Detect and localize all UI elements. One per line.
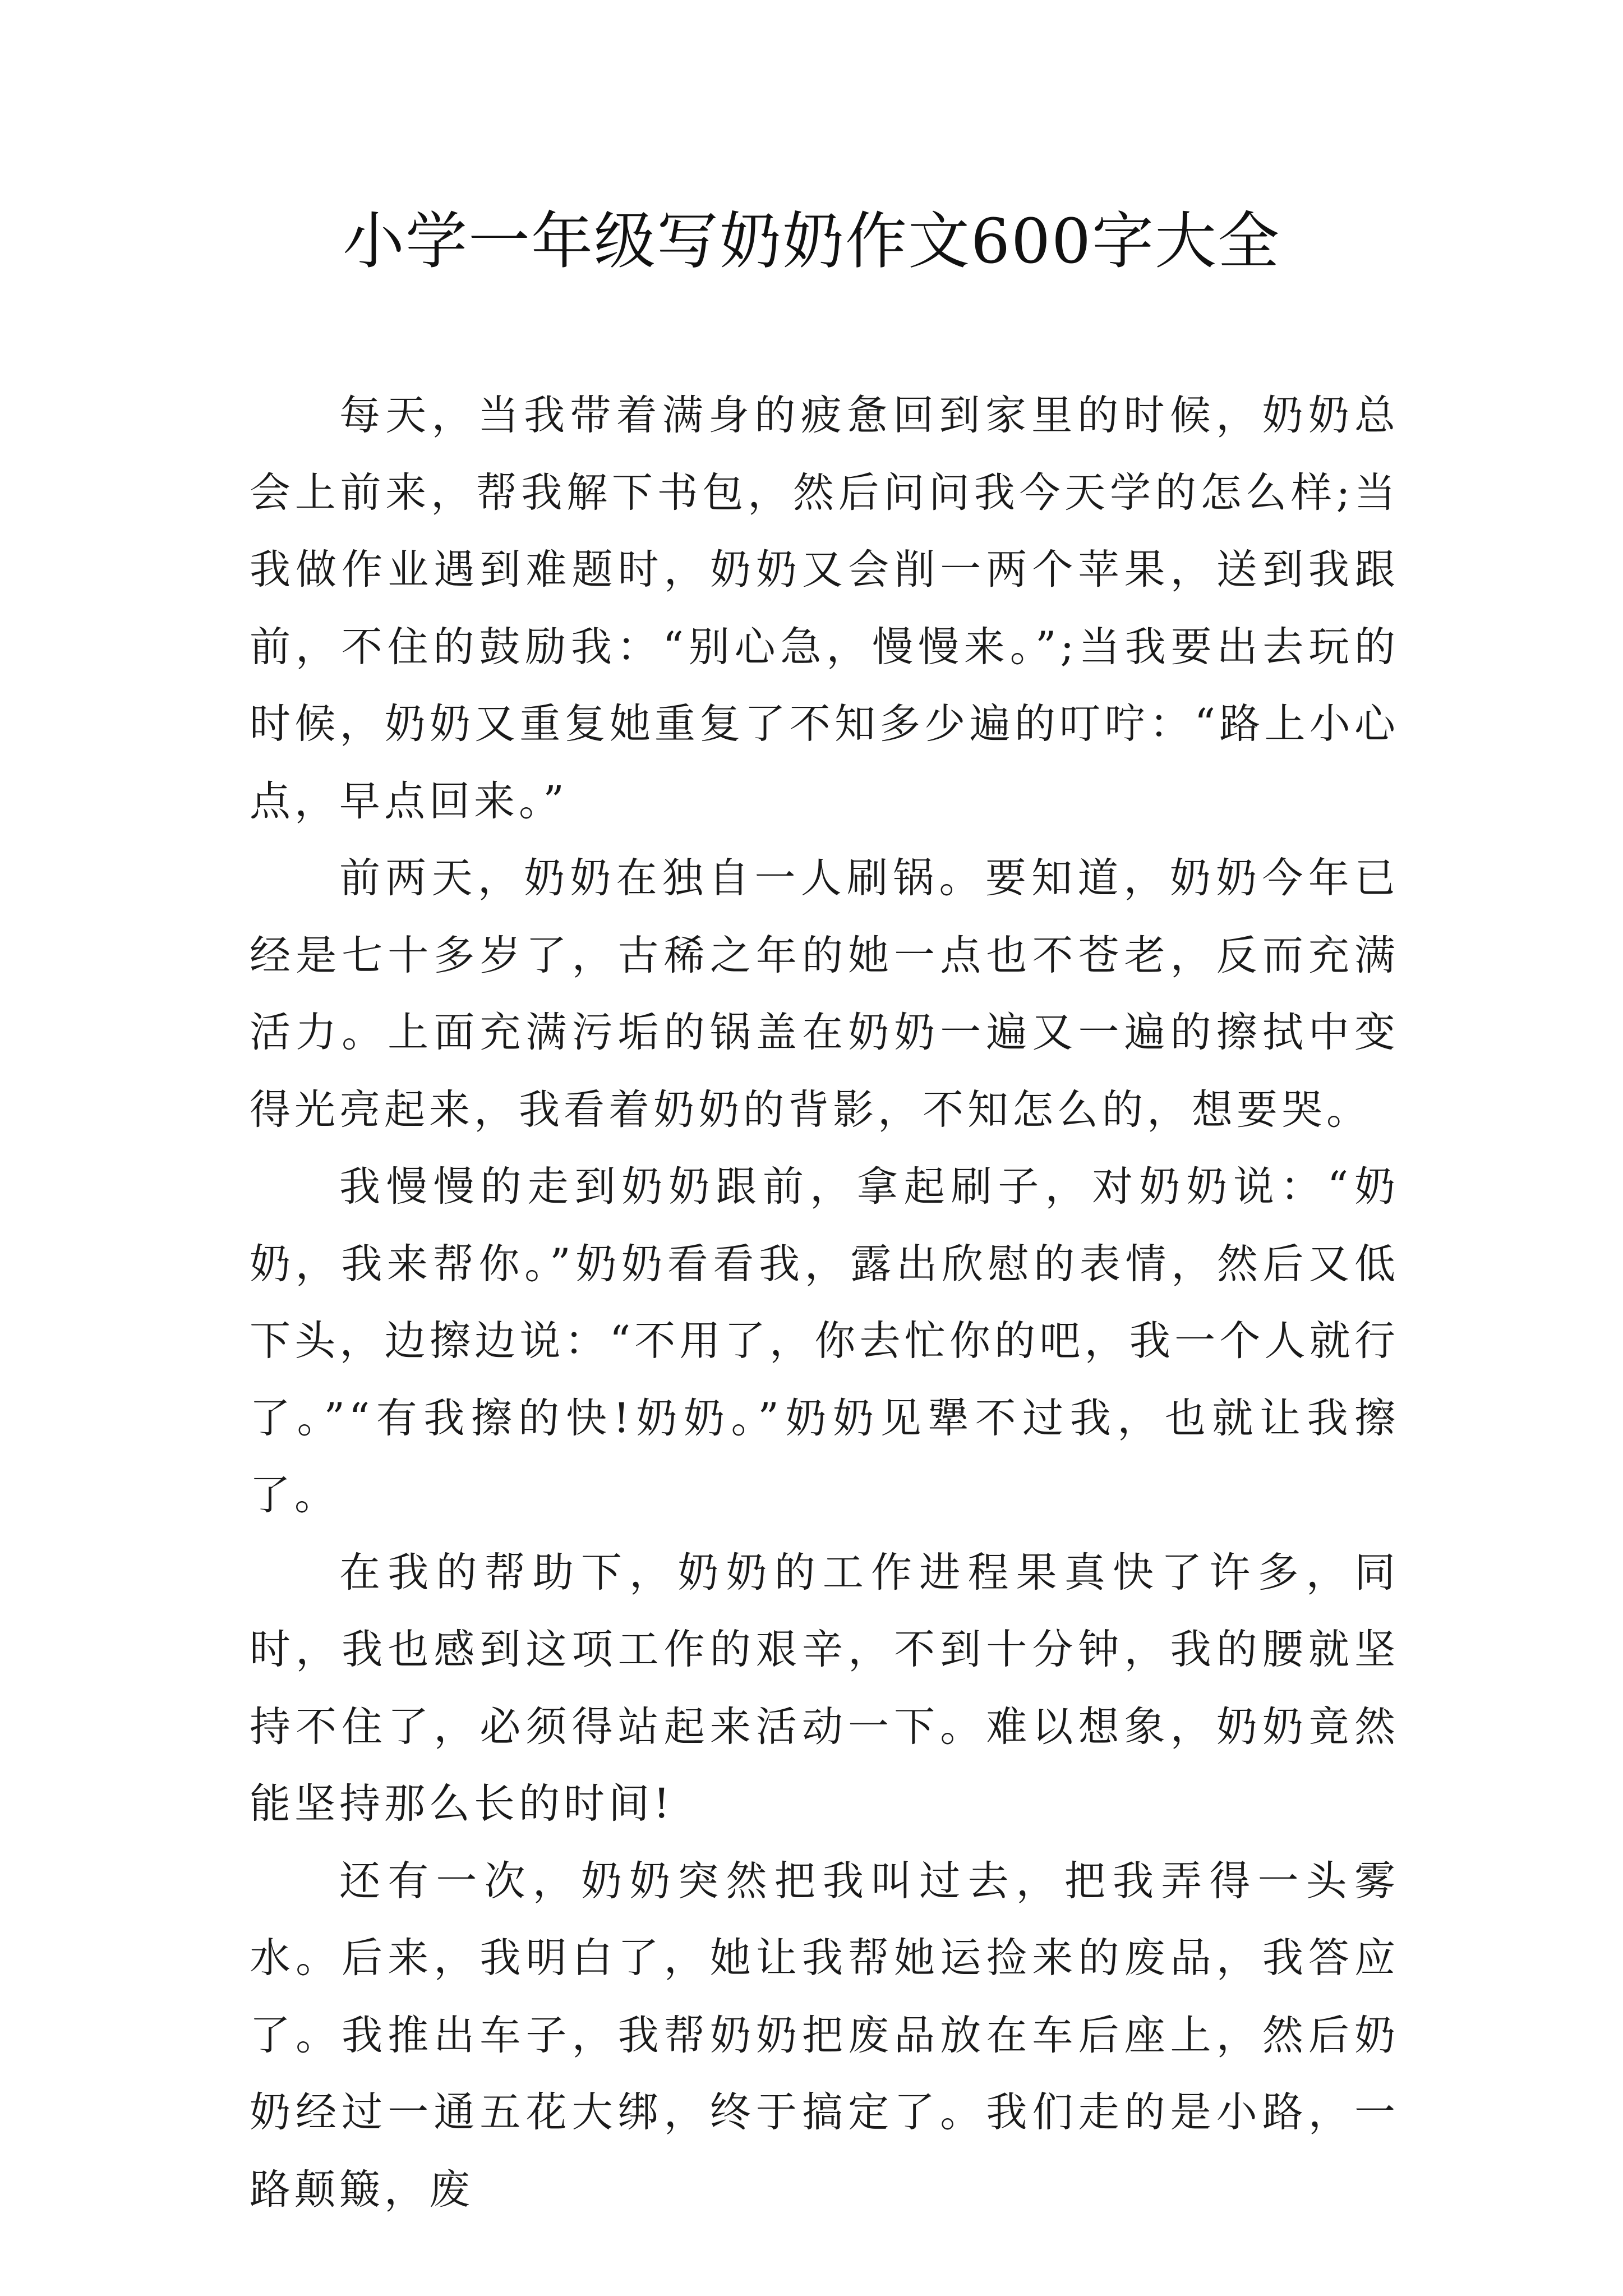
document-body <box>250 377 1399 2228</box>
paragraph-5: 还有一次，奶奶突然把我叫过去，把我弄得一头雾水。后来，我明白了，她让我帮她运捡来的废品，我答应了。我推出车子，我帮奶奶把废品放在车后座上，然后奶奶经过一通五花大绑，终于搞定了。我们走的是小路，一路颠簸，废 <box>250 1857 1399 2214</box>
paragraph-1: 每天，当我带着满身的疲惫回到家里的时候，奶奶总会上前来，帮我解下书包，然后问问我今天学的怎么样;当我做作业遇到难题时，奶奶又会削一两个苹果，送到我跟前，不住的鼓励我：“别心急，慢慢来。”;当我要出去玩的时候，奶奶又重复她重复了不知多少遍的叮咛：“路上小心点，早点回来。” <box>250 392 1399 825</box>
paragraph-3: 我慢慢的走到奶奶跟前，拿起刷子，对奶奶说：“奶奶，我来帮你。”奶奶看看我，露出欣慰的表情，然后又低下头，边擦边说：“不用了，你去忙你的吧，我一个人就行了。”“有我擦的快!奶奶。”奶奶见犟不过我，也就让我擦了。 <box>250 1163 1399 1519</box>
paragraph-4: 在我的帮助下，奶奶的工作进程果真快了许多，同时，我也感到这项工作的艰辛，不到十分钟，我的腰就坚持不住了，必须得站起来活动一下。难以想象，奶奶竟然能坚持那么长的时间! <box>250 1548 1399 1828</box>
paragraph-2: 前两天，奶奶在独自一人刷锅。要知道，奶奶今年已经是七十多岁了，古稀之年的她一点也不苍老，反而充满活力。上面充满污垢的锅盖在奶奶一遍又一遍的擦拭中变得光亮起来，我看着奶奶的背影，不知怎么的，想要哭。 <box>250 854 1399 1134</box>
document-title: 小学一年级写奶奶作文600字大全 <box>343 205 1280 277</box>
